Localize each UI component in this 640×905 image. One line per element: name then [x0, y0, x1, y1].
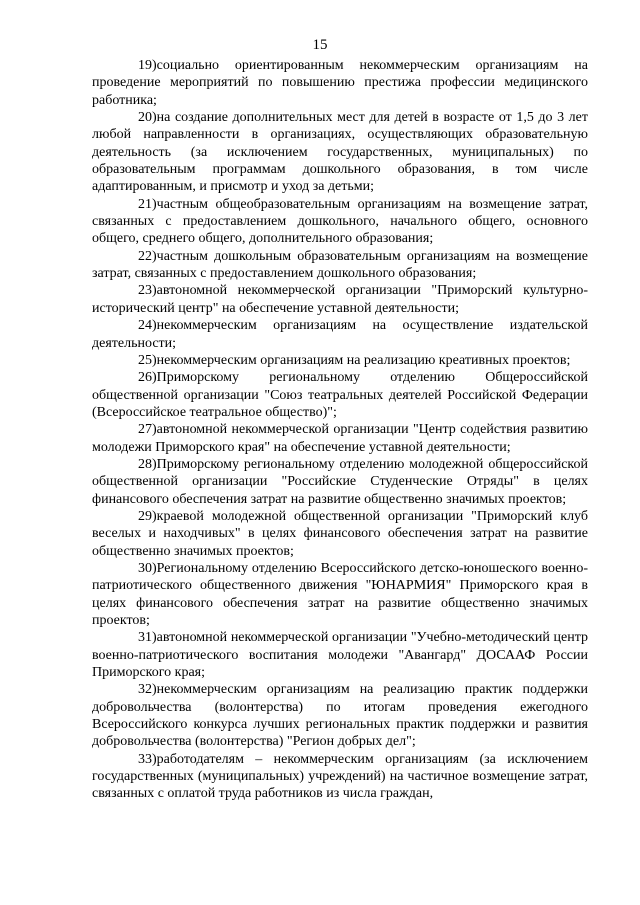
paragraph-33: 33)работодателям – некоммерческим организациям (за исключением государственных (муниципальных) учреждений) на частичное возмещение затрат, связанных с оплатой труда работников из числа граждан, [92, 751, 588, 802]
paragraph-28: 28)Приморскому региональному отделению молодежной общероссийской общественной организации "Российские Студенческие Отряды" в целях финансового обеспечения затрат на развитие общественно значимых проектов; [92, 456, 588, 507]
paragraph-21: 21)частным общеобразовательным организациям на возмещение затрат, связанных с предоставлением дошкольного, начального общего, основного общего, среднего общего, дополнительного образования; [92, 196, 588, 247]
paragraph-20: 20)на создание дополнительных мест для детей в возрасте от 1,5 до 3 лет любой направленности в организациях, осуществляющих образовательную деятельность (за исключением государственных, муниципальных) по образовательным программам дошкольного образования, в том числе адаптированным, и присмотр и уход за детьми; [92, 110, 588, 195]
paragraph-25: 25)некоммерческим организациям на реализацию креативных проектов; [138, 352, 571, 368]
paragraph-26: 26)Приморскому региональному отделению Общероссийской общественной организации "Союз театральных деятелей Российской Федерации (Всероссийское театральное общество)"; [92, 370, 588, 420]
document-body [92, 57, 588, 803]
paragraph-30: 30)Региональному отделению Всероссийского детско-юношеского военно-патриотического общественного движения "ЮНАРМИЯ" Приморского края в целях финансового обеспечения затрат на развитие общественно значимых проектов; [92, 560, 588, 628]
paragraph-22: 22)частным дошкольным образовательным организациям на возмещение затрат, связанных с предоставлением дошкольного образования; [92, 248, 588, 282]
paragraph-29: 29)краевой молодежной общественной организации "Приморский клуб веселых и находчивых" в целях финансового обеспечения затрат на развитие общественно значимых проектов; [92, 508, 588, 559]
paragraph-24: 24)некоммерческим организациям на осуществление издательской деятельности; [92, 318, 588, 351]
paragraph-27: 27)автономной некоммерческой организации "Центр содействия развитию молодежи Приморского края" на обеспечение уставной деятельности; [92, 422, 588, 455]
paragraph-23: 23)автономной некоммерческой организации "Приморский культурно-исторический центр" на обеспечение уставной деятельности; [92, 283, 588, 316]
page-number: 15 [312, 37, 328, 53]
paragraph-32: 32)некоммерческим организациям на реализацию практик поддержки добровольчества (волонтерства) по итогам проведения ежегодного Всероссийского конкурса лучших региональных практик поддержки и развития добровольчества (волонтерства) "Регион добрых дел"; [92, 682, 588, 750]
paragraph-19: 19)социально ориентированным некоммерческим организациям на проведение мероприятий по повышению престижа профессии медицинского работника; [92, 58, 588, 108]
paragraph-31: 31)автономной некоммерческой организации "Учебно-методический центр военно-патриотического воспитания молодежи "Авангард" ДОСААФ России Приморского края; [92, 630, 588, 681]
